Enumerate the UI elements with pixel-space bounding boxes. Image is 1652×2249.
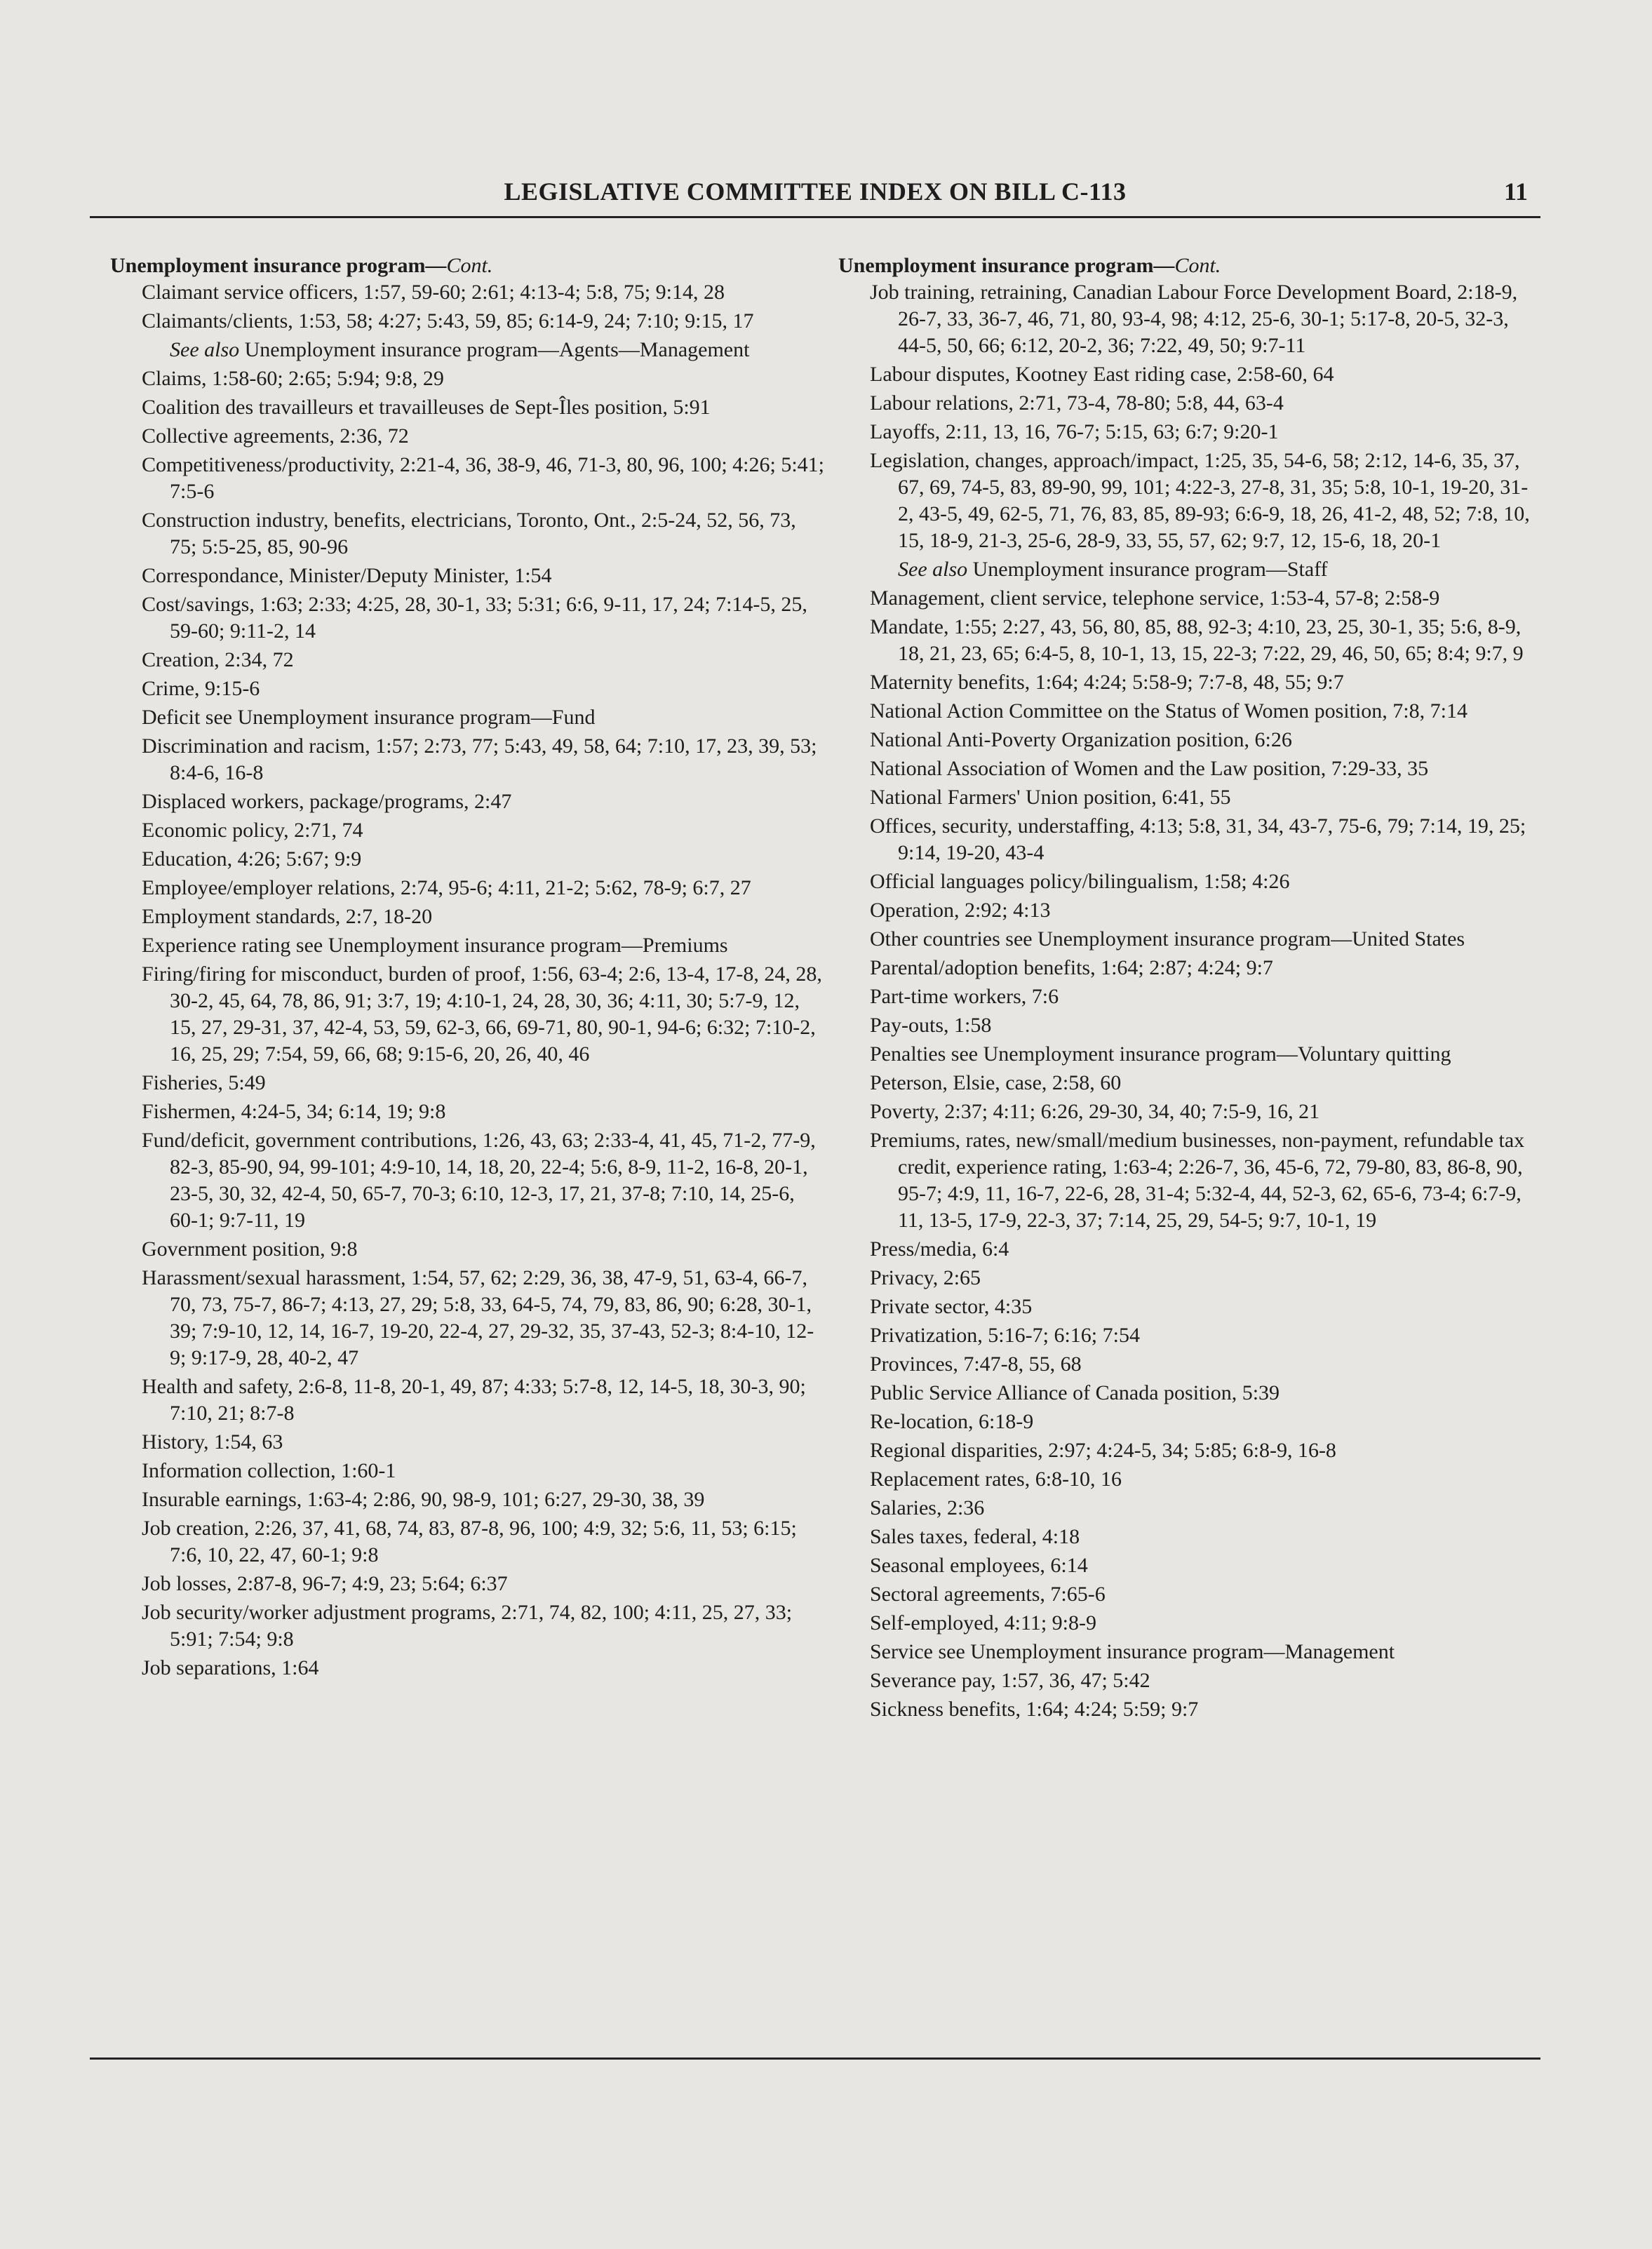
- index-entry: Replacement rates, 6:8-10, 16: [870, 1468, 1122, 1491]
- index-entry: Privatization, 5:16-7; 6:16; 7:54: [870, 1324, 1140, 1347]
- index-entry: Competitiveness/productivity, 2:21-4, 36, 38-9, 46, 71-3, 80, 96, 100; 4:26; 5:41; 7:5-6: [142, 453, 824, 503]
- index-entry: Salaries, 2:36: [870, 1496, 985, 1519]
- index-entry: Job training, retraining, Canadian Labour Force Development Board, 2:18-9, 26-7, 33, 36-7, 46, 71, 80, 93-4, 98; 4:12, 25-6, 30-1; 5:17-8, 20-5, 32-3, 44-5, 50, 66; 6:12, 20-2, 36; 7:22, 49, 50; 9:7-11: [870, 281, 1518, 357]
- index-entry: Privacy, 2:65: [870, 1266, 981, 1289]
- index-entry: Employee/employer relations, 2:74, 95-6; 4:11, 21-2; 5:62, 78-9; 6:7, 27: [142, 876, 751, 899]
- index-entry: Severance pay, 1:57, 36, 47; 5:42: [870, 1669, 1150, 1692]
- index-entry: Firing/firing for misconduct, burden of proof, 1:56, 63-4; 2:6, 13-4, 17-8, 24, 28, 30-2, 45, 64, 78, 86, 91; 3:7, 19; 4:10-1, 24, 28, 30, 36; 4:11, 30; 5:7-9, 12, 15, 27, 29-31, 37, 42-4, 53, 59, 62-3, 66, 69-71, 80, 90-1, 94-6; 6:32; 7:10-2, 16, 25, 29; 7:54, 59, 66, 68; 9:15-6, 20, 26, 40, 46: [142, 962, 822, 1066]
- see-also-label: See also: [170, 338, 240, 361]
- index-entry: Parental/adoption benefits, 1:64; 2:87; 4:24; 9:7: [870, 956, 1273, 979]
- running-title: LEGISLATIVE COMMITTEE INDEX ON BILL C-113: [504, 177, 1127, 206]
- left-column: [110, 253, 826, 1684]
- index-entry: Peterson, Elsie, case, 2:58, 60: [870, 1071, 1122, 1094]
- index-entry: Construction industry, benefits, electricians, Toronto, Ont., 2:5-24, 52, 56, 73, 75; 5:5-25, 85, 90-96: [142, 509, 796, 558]
- heading-cont: Cont.: [446, 254, 493, 277]
- index-entry: National Association of Women and the Law position, 7:29-33, 35: [870, 757, 1429, 780]
- index-entry: Claimant service officers, 1:57, 59-60; 2:61; 4:13-4; 5:8, 75; 9:14, 28: [142, 281, 725, 304]
- index-entry: Layoffs, 2:11, 13, 16, 76-7; 5:15, 63; 6:7; 9:20-1: [870, 420, 1279, 443]
- index-entry: Seasonal employees, 6:14: [870, 1554, 1088, 1577]
- index-entry: Collective agreements, 2:36, 72: [142, 424, 409, 448]
- index-entry: Deficit see Unemployment insurance program—Fund: [142, 706, 596, 729]
- index-entry: Maternity benefits, 1:64; 4:24; 5:58-9; 7:7-8, 48, 55; 9:7: [870, 671, 1344, 694]
- index-entry: Experience rating see Unemployment insurance program—Premiums: [142, 934, 728, 957]
- index-entry: Private sector, 4:35: [870, 1295, 1033, 1318]
- entry-list: [110, 279, 826, 1681]
- index-entry: History, 1:54, 63: [142, 1430, 283, 1454]
- index-entry: Crime, 9:15-6: [142, 677, 260, 700]
- entry-list: [838, 279, 1540, 1723]
- index-entry: Re-location, 6:18-9: [870, 1410, 1034, 1433]
- index-entry: Fishermen, 4:24-5, 34; 6:14, 19; 9:8: [142, 1100, 446, 1123]
- index-entry: Information collection, 1:60-1: [142, 1459, 396, 1482]
- index-entry: Other countries see Unemployment insurance program—United States: [870, 927, 1465, 951]
- index-entry: Claimants/clients, 1:53, 58; 4:27; 5:43, 59, 85; 6:14-9, 24; 7:10; 9:15, 17: [142, 309, 754, 333]
- index-entry: Job separations, 1:64: [142, 1656, 319, 1679]
- see-also-entry: [838, 556, 1540, 583]
- index-entry: Job security/worker adjustment programs, 2:71, 74, 82, 100; 4:11, 25, 27, 33; 5:91; 7:54; 9:8: [142, 1601, 793, 1651]
- bottom-rule: [90, 2057, 1540, 2060]
- heading-text: Unemployment insurance program—: [838, 254, 1175, 277]
- index-entry: Sectoral agreements, 7:65-6: [870, 1583, 1106, 1606]
- index-entry: Labour disputes, Kootney East riding case, 2:58-60, 64: [870, 363, 1334, 386]
- index-entry: Poverty, 2:37; 4:11; 6:26, 29-30, 34, 40; 7:5-9, 16, 21: [870, 1100, 1320, 1123]
- index-entry: Coalition des travailleurs et travailleuses de Sept-Îles position, 5:91: [142, 396, 711, 419]
- index-entry: Public Service Alliance of Canada position, 5:39: [870, 1381, 1280, 1404]
- index-entry: Pay-outs, 1:58: [870, 1014, 992, 1037]
- index-heading: [838, 253, 1540, 279]
- index-entry: Displaced workers, package/programs, 2:47: [142, 790, 512, 813]
- index-entry: Government position, 9:8: [142, 1237, 358, 1261]
- index-entry: Management, client service, telephone service, 1:53-4, 57-8; 2:58-9: [870, 586, 1440, 610]
- index-entry: Penalties see Unemployment insurance program—Voluntary quitting: [870, 1042, 1451, 1066]
- index-entry: Creation, 2:34, 72: [142, 648, 294, 671]
- index-entry: Fisheries, 5:49: [142, 1071, 266, 1094]
- see-also-target: Unemployment insurance program—Staff: [967, 558, 1328, 581]
- index-entry: Part-time workers, 7:6: [870, 985, 1059, 1008]
- index-heading: [110, 253, 826, 279]
- page-number: 11: [1503, 177, 1528, 206]
- heading-cont: Cont.: [1174, 254, 1221, 277]
- index-entry: Offices, security, understaffing, 4:13; 5:8, 31, 34, 43-7, 75-6, 79; 7:14, 19, 25; 9:14, 19-20, 43-4: [870, 814, 1526, 864]
- index-entry: Employment standards, 2:7, 18-20: [142, 905, 433, 928]
- index-entry: Sickness benefits, 1:64; 4:24; 5:59; 9:7: [870, 1698, 1199, 1721]
- index-entry: Regional disparities, 2:97; 4:24-5, 34; 5:85; 6:8-9, 16-8: [870, 1439, 1336, 1462]
- see-also-target: Unemployment insurance program—Agents—Management: [239, 338, 750, 361]
- index-entry: Job losses, 2:87-8, 96-7; 4:9, 23; 5:64; 6:37: [142, 1572, 508, 1595]
- index-entry: Education, 4:26; 5:67; 9:9: [142, 847, 362, 871]
- index-entry: Provinces, 7:47-8, 55, 68: [870, 1352, 1082, 1376]
- index-entry: Operation, 2:92; 4:13: [870, 899, 1051, 922]
- see-also-entry: [110, 337, 826, 363]
- index-entry: Economic policy, 2:71, 74: [142, 819, 363, 842]
- index-entry: Claims, 1:58-60; 2:65; 5:94; 9:8, 29: [142, 367, 444, 390]
- index-entry: Harassment/sexual harassment, 1:54, 57, 62; 2:29, 36, 38, 47-9, 51, 63-4, 66-7, 70, 73, 75-7, 86-7; 4:13, 27, 29; 5:8, 33, 64-5, 74, 79, 83, 86, 90; 6:28, 30-1, 39; 7:9-10, 12, 14, 16-7, 19-20, 22-4, 27, 29-32, 35, 37-43, 52-3; 8:4-10, 12-9; 9:17-9, 28, 40-2, 47: [142, 1266, 814, 1369]
- index-entry: Labour relations, 2:71, 73-4, 78-80; 5:8, 44, 63-4: [870, 391, 1284, 415]
- index-entry: Service see Unemployment insurance program—Management: [870, 1640, 1395, 1663]
- index-entry: Legislation, changes, approach/impact, 1:25, 35, 54-6, 58; 2:12, 14-6, 35, 37, 67, 69, 74-5, 83, 89-90, 99, 101; 4:22-3, 27-8, 31, 35; 5:8, 10-1, 19-20, 31-2, 43-5, 49, 62-5, 71, 76, 83, 85, 89-93; 6:6-9, 18, 26, 41-2, 48, 52; 7:8, 10, 15, 18-9, 21-3, 25-6, 28-9, 33, 55, 57, 62; 9:7, 12, 15-6, 18, 20-1: [870, 449, 1530, 552]
- heading-text: Unemployment insurance program—: [110, 254, 447, 277]
- index-entry: Premiums, rates, new/small/medium businesses, non-payment, refundable tax credit, experience rating, 1:63-4; 2:26-7, 36, 45-6, 72, 79-80, 83, 86-8, 90, 95-7; 4:9, 11, 16-7, 22-6, 28, 31-4; 5:32-4, 44, 52-3, 62, 65-6, 73-4; 6:7-9, 11, 13-5, 17-9, 22-3, 37; 7:14, 25, 29, 54-5; 9:7, 10-1, 19: [870, 1129, 1525, 1232]
- index-entry: Sales taxes, federal, 4:18: [870, 1525, 1080, 1548]
- index-entry: Self-employed, 4:11; 9:8-9: [870, 1611, 1096, 1634]
- index-entry: National Anti-Poverty Organization position, 6:26: [870, 728, 1292, 751]
- index-entry: Official languages policy/bilingualism, 1:58; 4:26: [870, 870, 1290, 893]
- index-entry: Cost/savings, 1:63; 2:33; 4:25, 28, 30-1, 33; 5:31; 6:6, 9-11, 17, 24; 7:14-5, 25, 59-60; 9:11-2, 14: [142, 593, 807, 643]
- index-entry: Discrimination and racism, 1:57; 2:73, 77; 5:43, 49, 58, 64; 7:10, 17, 23, 39, 53; 8:4-6, 16-8: [142, 734, 817, 784]
- index-entry: National Farmers' Union position, 6:41, 55: [870, 786, 1231, 809]
- index-entry: Job creation, 2:26, 37, 41, 68, 74, 83, 87-8, 96, 100; 4:9, 32; 5:6, 11, 53; 6:15; 7:6, 10, 22, 47, 60-1; 9:8: [142, 1517, 797, 1566]
- index-entry: Health and safety, 2:6-8, 11-8, 20-1, 49, 87; 4:33; 5:7-8, 12, 14-5, 18, 30-3, 90; 7:10, 21; 8:7-8: [142, 1375, 806, 1425]
- see-also-label: See also: [898, 558, 968, 581]
- index-entry: Press/media, 6:4: [870, 1237, 1009, 1261]
- right-column: [838, 253, 1540, 1725]
- index-entry: Insurable earnings, 1:63-4; 2:86, 90, 98-9, 101; 6:27, 29-30, 38, 39: [142, 1488, 705, 1511]
- index-entry: Mandate, 1:55; 2:27, 43, 56, 80, 85, 88, 92-3; 4:10, 23, 25, 30-1, 35; 5:6, 8-9, 18, 21, 23, 65; 6:4-5, 8, 10-1, 13, 15, 22-3; 7:22, 29, 46, 50, 65; 8:4; 9:7, 9: [870, 615, 1524, 665]
- index-entry: National Action Committee on the Status of Women position, 7:8, 7:14: [870, 699, 1468, 723]
- index-entry: Correspondance, Minister/Deputy Minister, 1:54: [142, 564, 552, 587]
- index-entry: Fund/deficit, government contributions, 1:26, 43, 63; 2:33-4, 41, 45, 71-2, 77-9, 82-3, 85-90, 94, 99-101; 4:9-10, 14, 18, 20, 22-4; 5:6, 8-9, 11-2, 16-8, 20-1, 23-5, 30, 32, 42-4, 50, 65-7, 70-3; 6:10, 12-3, 17, 21, 37-8; 7:10, 14, 25-6, 60-1; 9:7-11, 19: [142, 1129, 816, 1232]
- page-header: [90, 174, 1540, 218]
